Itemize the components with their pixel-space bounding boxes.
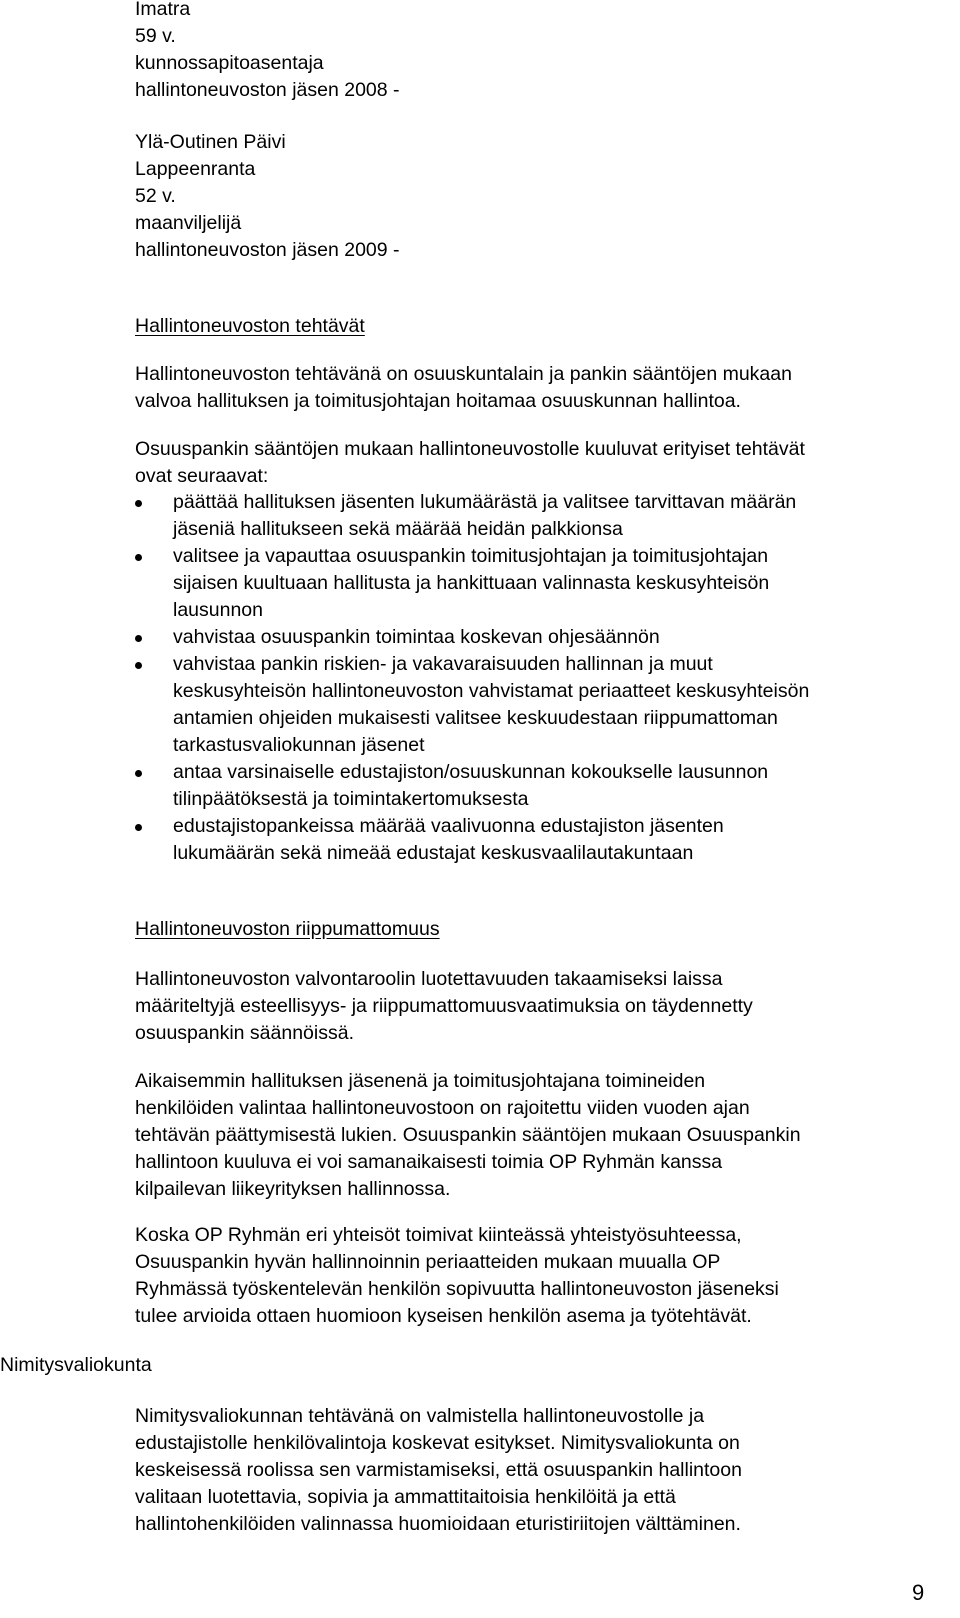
paragraph-line: Osuuspankin sääntöjen mukaan hallintoneuvostolle kuuluvat erityiset tehtävät: [135, 438, 805, 460]
bullet-text: edustajistopankeissa määrää vaalivuonna edustajiston jäsenten: [173, 815, 724, 837]
paragraph-line: Osuuspankin hyvän hallinnoinnin periaatteiden mukaan muualla OP: [135, 1251, 721, 1273]
member-entry: [135, 129, 935, 264]
paragraph-line: Nimitysvaliokunnan tehtävänä on valmistella hallintoneuvostolle ja: [135, 1405, 705, 1427]
paragraph-line: Hallintoneuvoston valvontaroolin luotettavuuden takaamiseksi laissa: [135, 968, 723, 990]
member-line: Ylä-Outinen Päivi: [135, 131, 286, 153]
bullet-text: lausunnon: [173, 599, 263, 621]
tasks-intro-paragraph: [135, 361, 935, 415]
paragraph-line: määriteltyjä esteellisyys- ja riippumattomuusvaatimuksia on täydennetty: [135, 995, 753, 1017]
bullet-icon: [135, 500, 142, 507]
paragraph-line: hallintoon kuuluva ei voi samanaikaisesti toimia OP Ryhmän kanssa: [135, 1151, 723, 1173]
bullet-text: päättää hallituksen jäsenten lukumäärästä ja valitsee tarvittavan määrän: [173, 491, 797, 513]
section-heading-independence: Hallintoneuvoston riippumattomuus: [135, 918, 440, 940]
paragraph-line: henkilöiden valintaa hallintoneuvostoon on rajoitettu viiden vuoden ajan: [135, 1097, 750, 1119]
tasks-lead-paragraph: [135, 436, 935, 490]
member-line: hallintoneuvoston jäsen 2008 -: [135, 79, 400, 101]
bullet-text: jäseniä hallitukseen sekä määrää heidän palkkionsa: [173, 518, 623, 540]
paragraph-line: Hallintoneuvoston tehtävänä on osuuskuntalain ja pankin sääntöjen mukaan: [135, 363, 792, 385]
bullet-text: antaa varsinaiselle edustajiston/osuuskunnan kokoukselle lausunnon: [173, 761, 769, 783]
independence-paragraph: [135, 1068, 935, 1203]
bullet-text: tarkastusvaliokunnan jäsenet: [173, 734, 425, 756]
bullet-text: lukumäärän sekä nimeää edustajat keskusvaalilautakuntaan: [173, 842, 694, 864]
paragraph-line: Koska OP Ryhmän eri yhteisöt toimivat kiinteässä yhteistyösuhteessa,: [135, 1224, 742, 1246]
bullet-icon: [135, 635, 142, 642]
paragraph-line: ovat seuraavat:: [135, 465, 269, 487]
bullet-icon: [135, 770, 142, 777]
paragraph-line: valitaan luotettavia, sopivia ja ammattitaitoisia henkilöitä ja että: [135, 1486, 676, 1508]
paragraph-line: tulee arvioida ottaen huomioon kyseisen henkilön asema ja työtehtävät.: [135, 1305, 752, 1327]
paragraph-line: keskeisessä roolissa sen varmistamiseksi, että osuuspankin hallintoon: [135, 1459, 742, 1481]
member-line: maanviljelijä: [135, 212, 242, 234]
bullet-text: valitsee ja vapauttaa osuuspankin toimitusjohtajan ja toimitusjohtajan: [173, 545, 769, 567]
bullet-text: vahvistaa osuuspankin toimintaa koskevan ohjesäännön: [173, 626, 660, 648]
member-line: 52 v.: [135, 185, 176, 207]
bullet-text: tilinpäätöksestä ja toimintakertomuksesta: [173, 788, 529, 810]
member-line: 59 v.: [135, 25, 176, 47]
bullet-text: sijaisen kuultuaan hallitusta ja hankittuaan valinnasta keskusyhteisön: [173, 572, 770, 594]
member-line: Imatra: [135, 0, 191, 20]
paragraph-line: tehtävän päättymisestä lukien. Osuuspankin sääntöjen mukaan Osuuspankin: [135, 1124, 801, 1146]
page-number: 9: [912, 1580, 925, 1605]
bullet-text: antamien ohjeiden mukaisesti valitsee keskuudestaan riippumattoman: [173, 707, 778, 729]
paragraph-line: osuuspankin säännöissä.: [135, 1022, 354, 1044]
section-heading-tasks: Hallintoneuvoston tehtävät: [135, 315, 365, 337]
bullet-icon: [135, 662, 142, 669]
independence-paragraph: [135, 966, 935, 1047]
paragraph-line: edustajistolle henkilövalintoja koskevat esitykset. Nimitysvaliokunta on: [135, 1432, 740, 1454]
member-line: kunnossapitoasentaja: [135, 52, 324, 74]
paragraph-line: Ryhmässä työskentelevän henkilön sopivuutta hallintoneuvoston jäseneksi: [135, 1278, 779, 1300]
bullet-icon: [135, 824, 142, 831]
member-line: hallintoneuvoston jäsen 2009 -: [135, 239, 400, 261]
paragraph-line: valvoa hallituksen ja toimitusjohtajan hoitamaa osuuskunnan hallintoa.: [135, 390, 741, 412]
bullet-text: keskusyhteisön hallintoneuvoston vahvistamat periaatteet keskusyhteisön: [173, 680, 810, 702]
member-entry: [135, 0, 935, 104]
paragraph-line: hallintohenkilöiden valinnassa huomioidaan eturistiriitojen välttäminen.: [135, 1513, 741, 1535]
independence-paragraph: [135, 1222, 935, 1330]
bullet-text: vahvistaa pankin riskien- ja vakavaraisuuden hallinnan ja muut: [173, 653, 713, 675]
nomination-paragraph: [135, 1403, 935, 1538]
paragraph-line: Aikaisemmin hallituksen jäsenenä ja toimitusjohtajana toimineiden: [135, 1070, 706, 1092]
side-heading-nomination: Nimitysvaliokunta: [0, 1354, 152, 1376]
paragraph-line: kilpailevan liikeyrityksen hallinnossa.: [135, 1178, 451, 1200]
bullet-icon: [135, 554, 142, 561]
member-line: Lappeenranta: [135, 158, 256, 180]
